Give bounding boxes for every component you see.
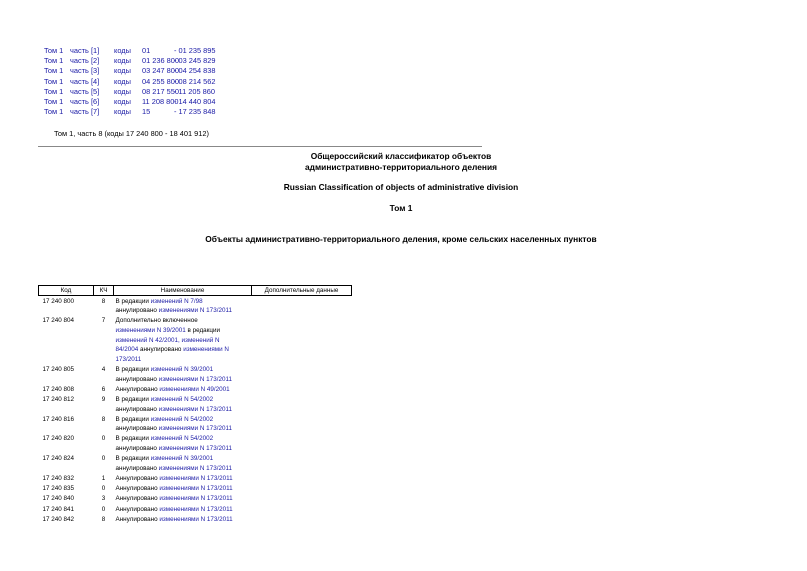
cell-name [114,414,252,434]
amendment-link[interactable]: 84/2004 [115,346,139,354]
vol-to[interactable]: - 04 254 838 [174,66,216,76]
cell-extra [252,494,352,504]
name-text: В редакции [115,297,151,305]
cell-code: 17 240 824 [42,455,75,463]
name-text: Аннулировано [115,385,160,393]
cell-kc: 0 [101,505,106,513]
cell-name [114,384,252,394]
cell-name [114,434,252,454]
amendment-link[interactable]: изменений N 54/2002 [150,435,214,443]
subtitle: Объекты административно-территориального деления, кроме сельских населенных пунктов [205,234,597,244]
cell-extra [252,296,352,316]
name-text: аннулировано [115,445,159,453]
vol-from[interactable]: 01 236 800 [142,56,179,66]
vol-tom[interactable]: Том 1 [44,96,64,106]
cell-extra [252,514,352,524]
cell-name [114,364,252,384]
vol-codes[interactable]: коды [114,86,131,96]
cell-code: 17 240 816 [42,415,75,423]
cell-code: 17 240 842 [42,515,75,523]
vol-from[interactable]: 03 247 800 [142,66,179,76]
cell-kc: 1 [101,475,106,483]
amendment-link[interactable]: изменениями N 173/2011 [159,485,233,493]
name-text: аннулировано [115,375,159,383]
name-text: аннулировано [115,425,159,433]
cell-code: 17 240 804 [42,317,75,325]
name-text: в редакции [185,326,221,334]
amendment-link[interactable]: изменениями N 173/2011 [159,515,233,523]
cell-kc: 8 [101,297,106,305]
vol-part[interactable]: часть [3] [70,66,100,76]
title-ru-line2: административно-территориального деления [305,162,497,172]
table-row [39,473,352,483]
cell-name [114,494,252,504]
amendment-link[interactable]: изменениями N 39/2001 [115,326,186,334]
vol-from[interactable]: 08 217 550 [142,86,179,96]
col-header-code: Код [39,286,94,296]
cell-name [114,394,252,414]
name-text: аннулировано [115,307,159,315]
amendment-link[interactable]: изменений N 39/2001 [150,365,214,373]
table-row [39,394,352,414]
vol-codes[interactable]: коды [114,96,131,106]
vol-to[interactable]: - 14 440 804 [174,96,216,106]
cell-kc: 9 [101,395,106,403]
name-text: аннулировано [115,405,159,413]
table-header-row [39,286,352,296]
name-text: Аннулировано [115,495,160,503]
vol-tom[interactable]: Том 1 [44,86,64,96]
divider [38,146,482,147]
amendment-link[interactable]: изменениями N 173/2011 [159,475,233,483]
amendment-link[interactable]: изменениями N 173/2011 [158,445,232,453]
vol-tom[interactable]: Том 1 [44,56,64,66]
amendment-link[interactable]: изменениями N 173/2011 [158,425,232,433]
vol-tom[interactable]: Том 1 [44,107,64,117]
cell-extra [252,394,352,414]
amendment-link[interactable]: изменений N 7/98 [150,297,203,305]
cell-extra [252,434,352,454]
table-row [39,316,352,365]
name-text: Аннулировано [115,485,160,493]
vol-codes[interactable]: коды [114,46,131,55]
vol-codes[interactable]: коды [114,107,131,117]
amendment-link[interactable]: изменений N 42/2001, изменений N [115,336,220,344]
table-row [39,504,352,514]
name-text: аннулировано [138,346,184,354]
cell-name [114,296,252,316]
cell-extra [252,504,352,514]
amendment-link[interactable]: изменений N 54/2002 [150,395,214,403]
cell-extra [252,484,352,494]
cell-extra [252,473,352,483]
vol-to[interactable]: - 08 214 562 [174,76,216,86]
vol-tom[interactable]: Том 1 [44,46,64,55]
cell-name [114,454,252,474]
vol-part[interactable]: часть [4] [70,76,100,86]
vol-to[interactable]: - 01 235 895 [174,46,216,55]
vol-tom[interactable]: Том 1 [44,76,64,86]
cell-code: 17 240 841 [42,505,75,513]
cell-extra [252,316,352,365]
cell-code: 17 240 800 [42,297,75,305]
table-row [39,384,352,394]
table-row [39,364,352,384]
vol-from[interactable]: 04 255 800 [142,76,179,86]
vol-to[interactable]: - 03 245 829 [174,56,216,66]
name-text: Аннулировано [115,505,160,513]
name-text: аннулировано [115,464,159,472]
cell-name [114,514,252,524]
table-row [39,484,352,494]
current-part-label: Том 1, часть 8 (коды 17 240 800 - 18 401 912) [54,129,209,138]
amendment-link[interactable]: изменениями N 49/2001 [159,385,230,393]
vol-tom[interactable]: Том 1 [44,66,64,76]
col-header-name: Наименование [114,286,252,296]
name-text: Дополнительно включенное [115,317,198,325]
volume-title: Том 1 [389,203,413,213]
classifier-table [38,285,352,524]
vol-part[interactable]: часть [1] [70,46,100,55]
vol-part[interactable]: часть [5] [70,86,100,96]
cell-name [114,504,252,514]
table-row [39,296,352,316]
amendment-link[interactable]: изменений N 54/2002 [150,415,214,423]
col-header-kc: КЧ [94,286,114,296]
amendment-link[interactable]: изменениями N 173/2011 [158,375,232,383]
cell-code: 17 240 805 [42,365,75,373]
table-row [39,454,352,474]
vol-codes[interactable]: коды [114,66,131,76]
vol-part[interactable]: часть [7] [70,107,100,117]
cell-name [114,484,252,494]
cell-extra [252,414,352,434]
vol-from[interactable]: 15 [142,107,151,117]
cell-code: 17 240 840 [42,495,75,503]
cell-extra [252,364,352,384]
amendment-link[interactable]: изменениями N 173/2011 [159,505,233,513]
vol-to[interactable]: - 11 205 860 [174,86,215,96]
cell-code: 17 240 820 [42,435,75,443]
cell-extra [252,454,352,474]
name-text: Аннулировано [115,475,160,483]
amendment-link[interactable]: изменениями N 173/2011 [158,464,232,472]
title-ru-line1: Общероссийский классификатор объектов [310,151,492,161]
name-text: В редакции [115,435,151,443]
name-text: В редакции [115,455,151,463]
cell-kc: 0 [101,435,106,443]
amendment-link[interactable]: изменениями N 173/2011 [158,307,232,315]
amendment-link[interactable]: 173/2011 [115,355,142,363]
title-en: Russian Classification of objects of administrative division [283,182,519,192]
cell-code: 17 240 812 [42,395,75,403]
cell-kc: 3 [101,495,106,503]
name-text: В редакции [115,395,151,403]
cell-name [114,473,252,483]
name-text: В редакции [115,415,151,423]
cell-kc: 8 [101,515,106,523]
cell-kc: 8 [101,415,106,423]
vol-part[interactable]: часть [2] [70,56,100,66]
cell-extra [252,384,352,394]
name-text: В редакции [115,365,151,373]
cell-name [114,316,252,365]
table-row [39,514,352,524]
amendment-link[interactable]: изменений N 39/2001 [150,455,214,463]
cell-code: 17 240 808 [42,385,75,393]
amendment-link[interactable]: изменениями N [183,346,229,354]
cell-code: 17 240 835 [42,485,75,493]
vol-to[interactable]: - 17 235 848 [174,107,216,117]
cell-kc: 0 [101,485,106,493]
cell-code: 17 240 832 [42,475,75,483]
table-row [39,414,352,434]
cell-kc: 7 [101,317,106,325]
table-row [39,494,352,504]
vol-from[interactable]: 11 208 800 [142,96,179,106]
vol-codes[interactable]: коды [114,76,131,86]
vol-codes[interactable]: коды [114,56,131,66]
table-row [39,434,352,454]
name-text: Аннулировано [115,515,160,523]
vol-part[interactable]: часть [6] [70,96,100,106]
col-header-extra: Дополнительные данные [252,286,352,296]
cell-kc: 4 [101,365,106,373]
cell-kc: 0 [101,455,106,463]
vol-from[interactable]: 01 [142,46,151,55]
amendment-link[interactable]: изменениями N 173/2011 [159,495,233,503]
cell-kc: 6 [101,385,106,393]
amendment-link[interactable]: изменениями N 173/2011 [158,405,232,413]
